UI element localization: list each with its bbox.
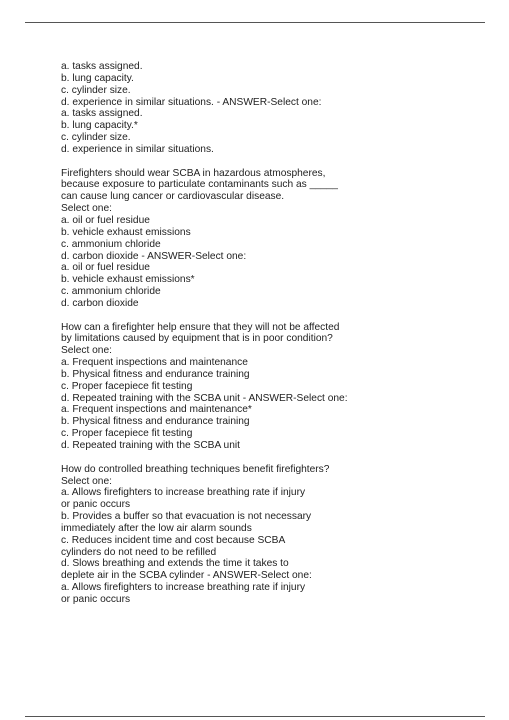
text-line: c. Reduces incident time and cost because SCBA — [61, 534, 286, 546]
text-line: c. cylinder size. — [61, 132, 131, 144]
text-line: c. ammonium chloride — [61, 238, 161, 250]
text-line: b. Physical fitness and endurance training — [61, 416, 250, 428]
text-line: c. cylinder size. — [61, 84, 131, 96]
text-line: c. ammonium chloride — [61, 286, 161, 298]
text-line: a. Allows firefighters to increase breathing rate if injury — [61, 582, 306, 594]
text-line: Firefighters should wear SCBA in hazardous atmospheres, — [61, 167, 326, 179]
text-line: deplete air in the SCBA cylinder - ANSWER-Select one: — [61, 570, 312, 582]
text-line: d. Repeated training with the SCBA unit — [61, 440, 240, 451]
footer-rule — [25, 716, 485, 717]
text-line: a. tasks assigned. — [61, 108, 143, 120]
text-line: b. vehicle exhaust emissions* — [61, 274, 195, 286]
text-line: How can a firefighter help ensure that they will not be affected — [61, 321, 340, 333]
text-line: a. tasks assigned. — [61, 61, 143, 72]
text-line: cylinders do not need to be refilled — [61, 546, 217, 558]
text-line: can cause lung cancer or cardiovascular disease. — [61, 191, 285, 203]
text-line: a. oil or fuel residue — [61, 214, 150, 226]
text-line: d. Repeated training with the SCBA unit - ANSWER-Select one: — [61, 392, 348, 404]
question-block-3 — [61, 322, 481, 452]
text-line: immediately after the low air alarm sounds — [61, 522, 252, 534]
text-line: Select one: — [61, 345, 112, 357]
text-line: or panic occurs — [61, 593, 131, 605]
text-line: a. Allows firefighters to increase breathing rate if injury — [61, 487, 306, 499]
header-rule — [25, 22, 485, 23]
text-line: d. Slows breathing and extends the time it takes to — [61, 558, 289, 570]
text-line: b. lung capacity. — [61, 72, 134, 84]
document-body — [61, 61, 481, 618]
text-line: b. lung capacity.* — [61, 120, 138, 132]
question-block-1 — [61, 61, 481, 156]
text-line: How do controlled breathing techniques benefit firefighters? — [61, 463, 330, 475]
text-line: b. Provides a buffer so that evacuation is not necessary — [61, 511, 312, 523]
text-line: b. Physical fitness and endurance training — [61, 368, 250, 380]
text-line: d. experience in similar situations. - ANSWER-Select one: — [61, 96, 322, 108]
text-line: d. carbon dioxide — [61, 297, 139, 309]
text-line: Select one: — [61, 475, 112, 487]
text-line: a. oil or fuel residue — [61, 262, 150, 274]
text-line: by limitations caused by equipment that is in poor condition? — [61, 333, 333, 345]
text-line: c. Proper facepiece fit testing — [61, 380, 193, 392]
text-line: or panic occurs — [61, 499, 131, 511]
text-line: Select one: — [61, 203, 112, 215]
text-line: c. Proper facepiece fit testing — [61, 428, 193, 440]
text-line: d. experience in similar situations. — [61, 143, 214, 155]
question-block-4 — [61, 464, 481, 606]
text-line: b. vehicle exhaust emissions — [61, 226, 191, 238]
text-line: d. carbon dioxide - ANSWER-Select one: — [61, 250, 247, 262]
question-block-2 — [61, 168, 481, 310]
text-line: because exposure to particulate contaminants such as _____ — [61, 179, 338, 191]
text-line: a. Frequent inspections and maintenance* — [61, 404, 252, 416]
text-line: a. Frequent inspections and maintenance — [61, 357, 248, 369]
